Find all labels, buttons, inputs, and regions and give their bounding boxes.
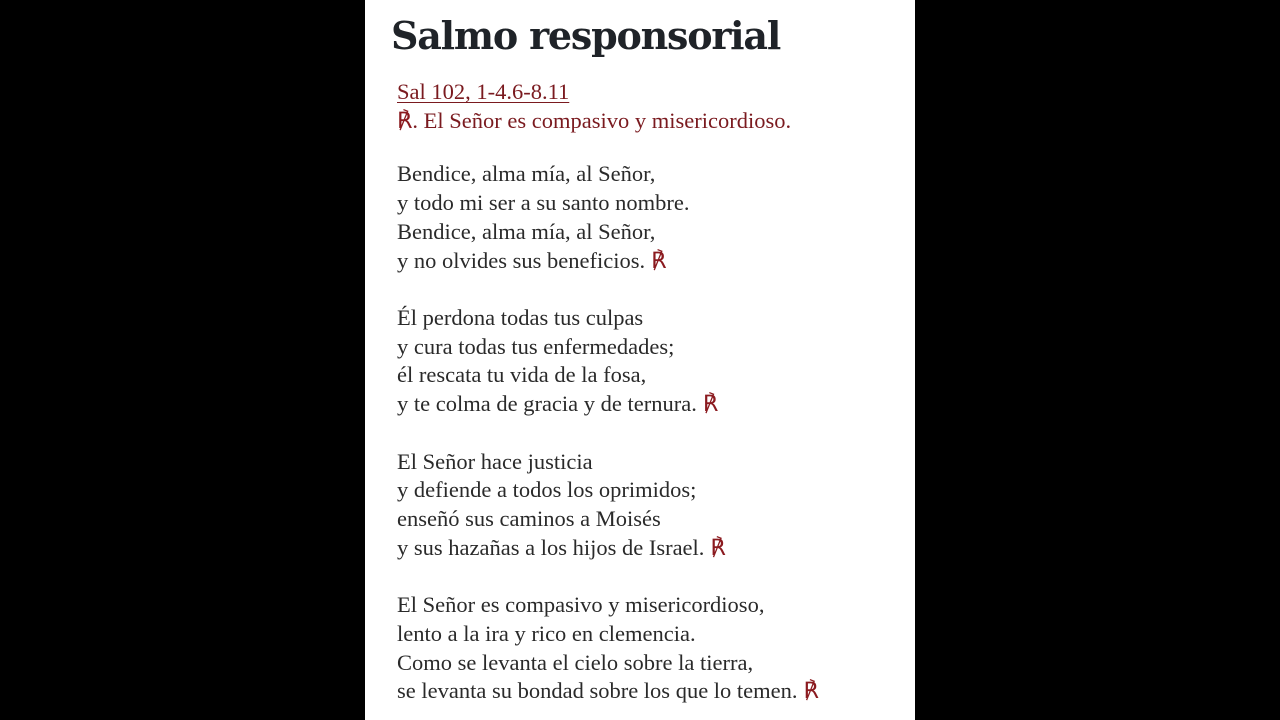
response-mark-icon: ℟ <box>803 678 819 704</box>
response-line <box>397 107 907 136</box>
verse-line: El Señor es compasivo y misericordioso, <box>397 592 765 618</box>
verse-line: Como se levanta el cielo sobre la tierra, <box>397 649 754 675</box>
verse-line: y todo mi ser a su santo nombre. <box>397 190 690 216</box>
verse-line: y cura todas tus enfermedades; <box>397 333 675 359</box>
psalm-page <box>365 0 915 720</box>
verse-line: él rescata tu vida de la fosa, <box>397 362 647 388</box>
stanza-3 <box>397 448 907 563</box>
verse-line: Bendice, alma mía, al Señor, <box>397 218 656 244</box>
verse-line: y defiende a todos los oprimidos; <box>397 477 697 503</box>
verse-line: Bendice, alma mía, al Señor, <box>397 161 656 187</box>
verse-line: lento a la ira y rico en clemencia. <box>397 620 696 646</box>
page-title: Salmo responsorial <box>391 13 781 58</box>
verse-line-last <box>397 390 907 419</box>
stanza-1 <box>397 160 907 275</box>
response-mark-icon: ℟ <box>702 391 719 417</box>
stanza-4 <box>397 591 907 706</box>
verse-text: se levanta su bondad sobre los que lo temen. <box>397 678 798 704</box>
response-mark-icon: ℟ <box>651 247 667 273</box>
verse-line: Él perdona todas tus culpas <box>397 305 644 331</box>
psalm-reference-link[interactable]: Sal 102, 1-4.6-8.11 <box>397 79 570 104</box>
psalm-content <box>397 78 907 706</box>
verse-line-last <box>397 247 907 276</box>
response-symbol-icon: ℟ <box>397 107 413 133</box>
response-text: . El Señor es compasivo y misericordioso. <box>412 107 792 133</box>
stanza-2 <box>397 304 907 419</box>
response-mark-icon: ℟ <box>710 534 726 560</box>
verse-line: El Señor hace justicia <box>397 448 593 474</box>
verse-line-last <box>397 534 907 563</box>
verse-line: enseñó sus caminos a Moisés <box>397 506 661 532</box>
verse-line-last <box>397 677 907 706</box>
verse-text: y no olvides sus beneficios. <box>397 247 646 273</box>
verse-text: y sus hazañas a los hijos de Israel. <box>397 534 705 560</box>
verse-text: y te colma de gracia y de ternura. <box>397 391 697 417</box>
